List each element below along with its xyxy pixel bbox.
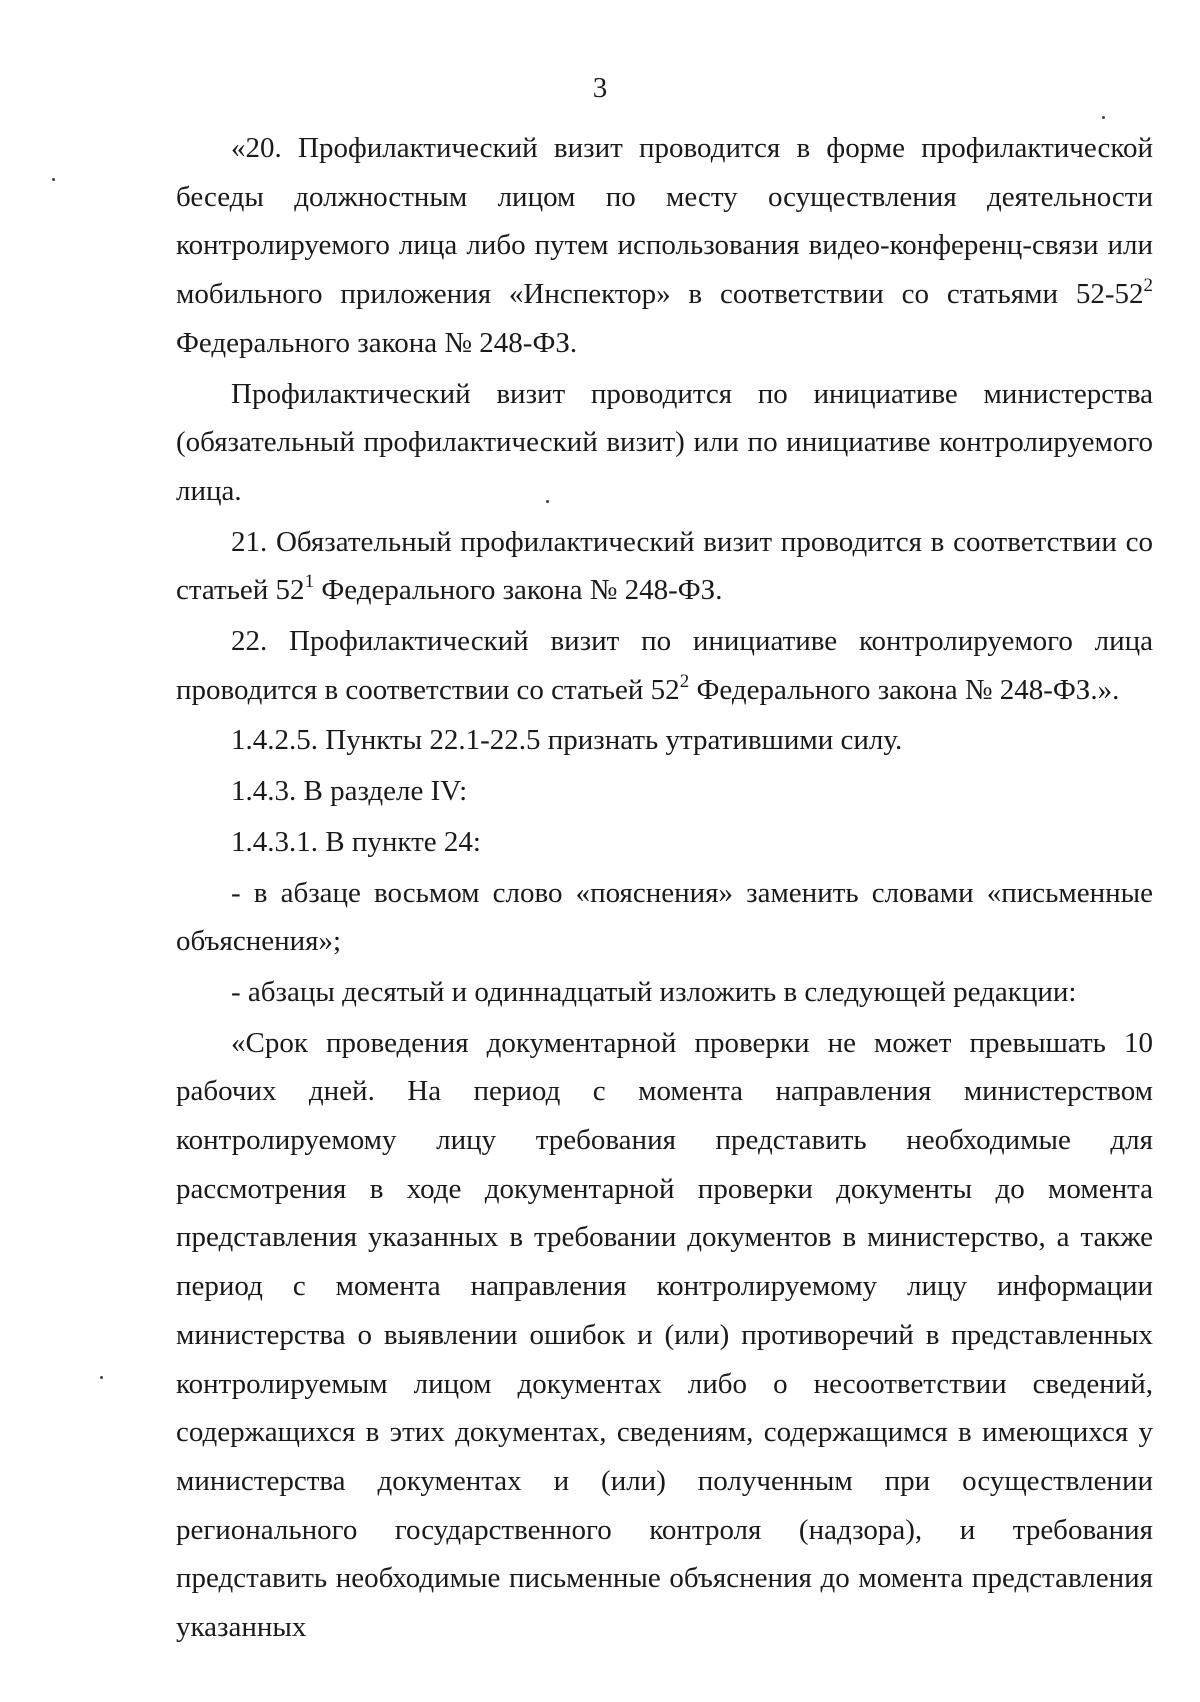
paragraph-text: Федерального закона № 248-ФЗ. [314, 574, 723, 607]
paragraph-text: - в абзаце восьмом слово «пояснения» заменить словами «письменные объяснения»; [176, 876, 1153, 958]
paragraph-text: 1.4.2.5. Пункты 22.1-22.5 признать утратившими силу. [231, 724, 903, 757]
paragraph-paragraphs-ten-eleven [176, 968, 1153, 1017]
superscript: 2 [1143, 275, 1153, 297]
paragraph-item-22 [176, 617, 1153, 714]
superscript: 2 [679, 670, 690, 692]
paragraph-text: 22. Профилактический визит по инициативе контролируемого лица проводится в соответствии со статьей 52 [176, 625, 1153, 706]
scan-speck [546, 500, 549, 503]
paragraph-text: Профилактический визит проводится по инициативе министерства (обязательный профилактический визит) или по инициативе контролируемого лица. [176, 377, 1153, 507]
paragraph-text: - абзацы десятый и одиннадцатый изложить в следующей редакции: [231, 975, 1077, 1008]
paragraph-visit-initiative [176, 370, 1153, 516]
paragraph-text: Федерального закона № 248-ФЗ. [176, 326, 578, 359]
paragraph-paragraph-eight [176, 869, 1153, 966]
scan-speck [1102, 116, 1105, 119]
superscript: 1 [304, 571, 315, 593]
scan-speck [52, 178, 55, 181]
paragraph-text: 21. Обязательный профилактический визит проводится в соответствии со статьей 52 [176, 525, 1153, 607]
paragraph-item-20 [176, 124, 1153, 368]
paragraph-item-21 [176, 518, 1153, 615]
paragraph-text: 1.4.3.1. В пункте 24: [231, 825, 481, 858]
paragraph-1-4-2-5 [176, 716, 1153, 765]
paragraph-text: Федерального закона № 248-ФЗ.». [689, 673, 1120, 706]
scan-speck [100, 1376, 103, 1379]
paragraph-1-4-3 [176, 767, 1153, 816]
paragraph-1-4-3-1 [176, 818, 1153, 867]
paragraph-text: «Срок проведения документарной проверки не может превышать 10 рабочих дней. На период с момента направления министерством контролируемому лицу требования представить необходимые для рассмотрения в ходе документарной проверки документы до момента представления указанных в требовании документов в министерство, а также период с момента направления контролируемому лицу информации министерства о выявлении ошибок и (или) противоречий в представленных контролируемым лицом документах либо о несоответствии сведений, содержащихся в этих документах, сведениям, содержащимся в имеющихся у министерства документах и (или) полученным при осуществлении регионального государственного контроля (надзора), и требования представить необходимые письменные объяснения до момента представления указанных [176, 1026, 1153, 1644]
paragraph-document-check-term [176, 1019, 1153, 1652]
paragraph-text: 1.4.3. В разделе IV: [231, 775, 468, 808]
document-body [176, 124, 1153, 1652]
page-number: 3 [592, 72, 608, 104]
paragraph-text: «20. Профилактический визит проводится в форме профилактической беседы должностным лицом по месту осуществления деятельности контролируемого лица либо путем использования видео-конференц-связи или мобильного приложения «Инспектор» в соответствии со статьями 52-52 [176, 132, 1153, 311]
